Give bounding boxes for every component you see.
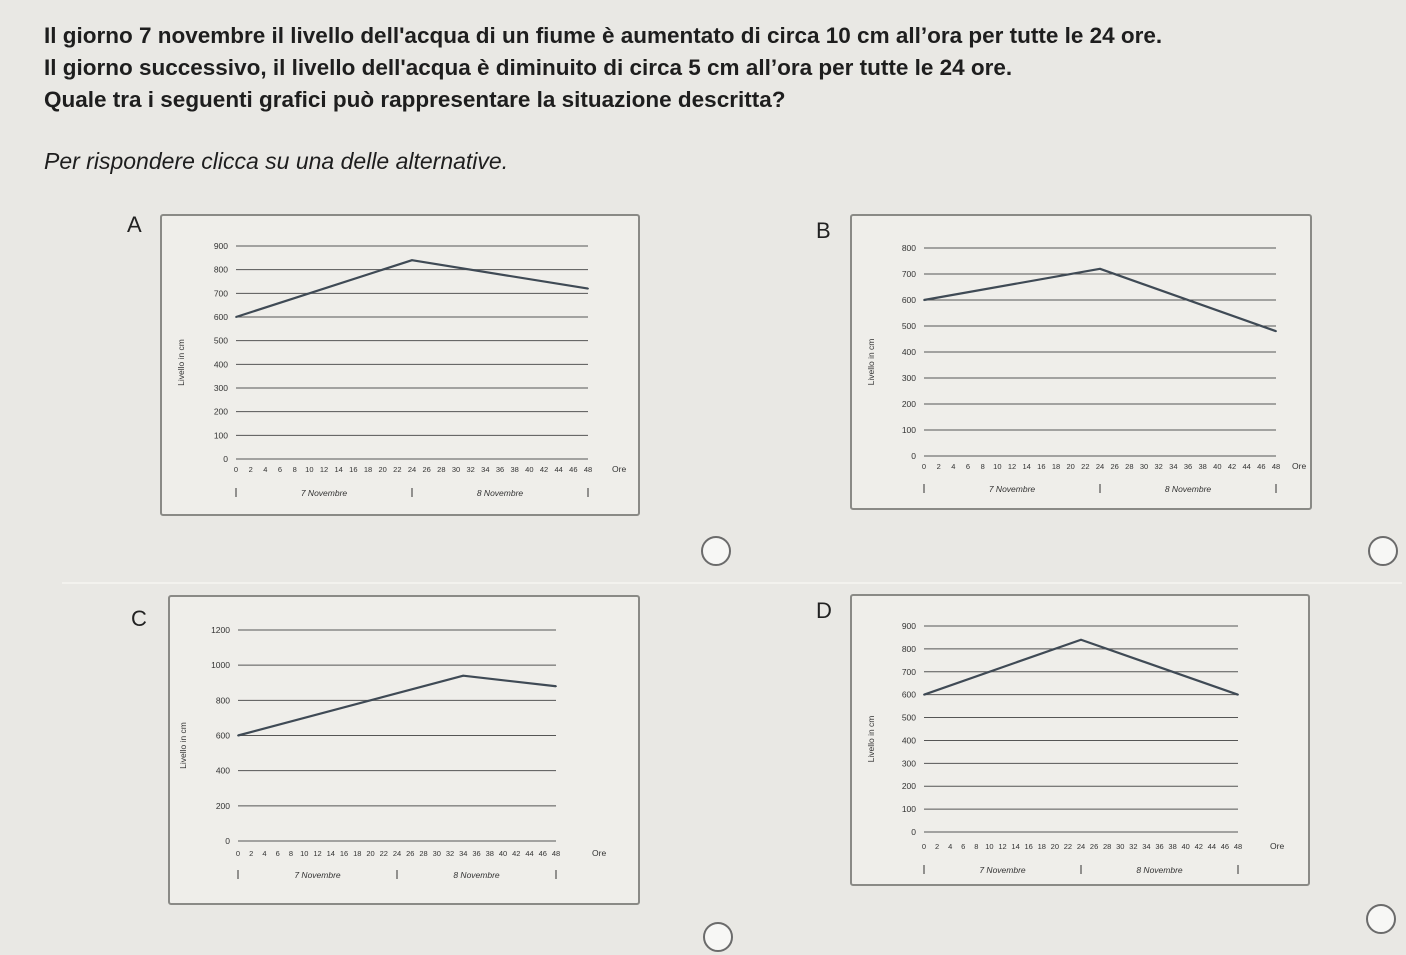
data-point xyxy=(923,694,925,696)
y-tick-label: 900 xyxy=(901,621,916,631)
y-tick-label: 400 xyxy=(213,359,228,370)
y-tick-label: 700 xyxy=(213,288,228,299)
x-tick-label: 40 xyxy=(525,465,534,474)
x-tick-label: 12 xyxy=(998,842,1007,851)
y-tick-label: 200 xyxy=(215,800,230,811)
day-label: 7 Novembre xyxy=(979,865,1026,875)
x-tick-label: 26 xyxy=(1110,462,1119,471)
x-tick-label: 20 xyxy=(1050,842,1060,851)
data-point xyxy=(1237,694,1239,696)
question-line-1: Il giorno 7 novembre il livello dell'acqua di un fiume è aumentato di circa 10 cm all’ora per tutte le 24 ore. xyxy=(44,23,1163,48)
question-line-3: Quale tra i seguenti grafici può rappresentare la situazione descritta? xyxy=(44,87,786,112)
day-label: 7 Novembre xyxy=(300,488,348,498)
x-tick-label: 38 xyxy=(1168,842,1177,851)
x-tick-label: 34 xyxy=(1142,842,1151,851)
y-tick-label: 0 xyxy=(911,451,916,461)
x-tick-label: 4 xyxy=(948,842,953,851)
x-tick-label: 12 xyxy=(313,849,322,858)
x-tick-label: 14 xyxy=(334,465,343,474)
x-tick-label: 12 xyxy=(1007,462,1017,471)
option-d-radio[interactable] xyxy=(1366,904,1396,934)
y-axis-label: Livello in cm xyxy=(176,339,186,386)
series-line xyxy=(238,676,556,736)
x-tick-label: 40 xyxy=(1181,842,1190,851)
option-b-svg xyxy=(852,216,1314,512)
x-tick-label: 30 xyxy=(432,849,441,858)
x-tick-label: 16 xyxy=(339,849,349,858)
y-tick-label: 100 xyxy=(213,430,228,441)
x-tick-label: 2 xyxy=(936,462,941,471)
option-d-letter: D xyxy=(816,598,832,623)
x-tick-label: 8 xyxy=(288,849,294,858)
y-tick-label: 600 xyxy=(901,689,916,700)
x-tick-label: 28 xyxy=(437,465,446,474)
y-tick-label: 800 xyxy=(901,243,916,253)
x-tick-label: 38 xyxy=(510,465,519,474)
y-tick-label: 800 xyxy=(901,643,916,654)
y-tick-label: 0 xyxy=(225,836,230,846)
x-tick-label: 46 xyxy=(538,849,547,858)
y-tick-label: 600 xyxy=(213,312,228,322)
y-tick-label: 0 xyxy=(911,827,916,837)
y-tick-label: 500 xyxy=(213,335,228,346)
option-c-letter: C xyxy=(131,606,147,631)
y-tick-label: 300 xyxy=(901,373,916,383)
x-tick-label: 46 xyxy=(1220,842,1230,851)
x-tick-label: 0 xyxy=(233,465,239,474)
y-axis-label: Livello in cm xyxy=(866,715,876,763)
y-tick-label: 1000 xyxy=(211,660,230,671)
x-tick-label: 36 xyxy=(1183,462,1193,471)
x-tick-label: 6 xyxy=(275,849,280,858)
y-tick-label: 700 xyxy=(901,269,916,279)
data-point xyxy=(411,259,413,261)
x-tick-label: 10 xyxy=(305,465,314,474)
day-label: 8 Novembre xyxy=(453,870,500,880)
question-text xyxy=(44,20,1394,116)
x-tick-label: 10 xyxy=(993,462,1002,471)
x-tick-label: 16 xyxy=(1037,462,1046,471)
x-tick-label: 38 xyxy=(485,849,494,858)
x-tick-label: 22 xyxy=(1063,842,1073,851)
day-label: 7 Novembre xyxy=(294,870,341,880)
x-tick-label: 14 xyxy=(1022,462,1031,471)
x-tick-label: 6 xyxy=(277,465,283,474)
y-tick-label: 900 xyxy=(213,241,228,251)
y-tick-label: 500 xyxy=(901,321,916,331)
y-tick-label: 800 xyxy=(215,695,230,706)
x-tick-label: 26 xyxy=(406,849,415,858)
x-tick-label: 16 xyxy=(349,465,358,474)
x-tick-label: 18 xyxy=(1037,842,1046,851)
x-tick-label: 28 xyxy=(419,849,428,858)
y-tick-label: 300 xyxy=(213,383,228,393)
day-label: 8 Novembre xyxy=(1136,865,1183,875)
y-tick-label: 200 xyxy=(901,781,916,792)
x-tick-label: 44 xyxy=(525,849,534,858)
x-axis-label: Ore xyxy=(592,848,607,858)
day-label: 8 Novembre xyxy=(1164,484,1212,494)
x-tick-label: 32 xyxy=(1129,842,1138,851)
x-tick-label: 40 xyxy=(498,849,508,858)
y-tick-label: 400 xyxy=(901,735,916,746)
x-tick-label: 36 xyxy=(495,465,505,474)
x-tick-label: 44 xyxy=(1242,462,1251,471)
data-point xyxy=(1275,330,1277,332)
x-tick-label: 24 xyxy=(392,849,402,858)
x-tick-label: 38 xyxy=(1198,462,1207,471)
x-tick-label: 2 xyxy=(249,849,254,858)
x-tick-label: 48 xyxy=(1233,842,1243,851)
option-c-svg xyxy=(170,597,642,907)
data-point xyxy=(555,685,557,687)
question-line-2: Il giorno successivo, il livello dell'acqua è diminuito di circa 5 cm all’ora per tutte le 24 ore. xyxy=(44,55,1013,80)
x-tick-label: 0 xyxy=(921,842,927,851)
y-tick-label: 400 xyxy=(901,347,916,357)
y-tick-label: 1200 xyxy=(211,625,230,635)
x-tick-label: 28 xyxy=(1125,462,1134,471)
day-label: 7 Novembre xyxy=(988,484,1036,494)
x-tick-label: 34 xyxy=(481,465,490,474)
x-tick-label: 22 xyxy=(1081,462,1090,471)
x-tick-label: 8 xyxy=(980,462,985,471)
series-line xyxy=(924,640,1238,695)
y-tick-label: 600 xyxy=(901,295,916,305)
y-tick-label: 100 xyxy=(901,425,916,435)
option-a-letter: A xyxy=(127,212,142,237)
x-tick-label: 18 xyxy=(1051,462,1061,471)
option-b-radio[interactable] xyxy=(1368,536,1398,566)
x-tick-label: 26 xyxy=(1089,842,1099,851)
x-tick-label: 42 xyxy=(512,849,521,858)
series-line xyxy=(236,260,588,317)
section-divider xyxy=(62,582,1402,584)
x-tick-label: 10 xyxy=(300,849,309,858)
x-tick-label: 6 xyxy=(965,462,971,471)
option-b-chart[interactable] xyxy=(850,214,1312,510)
option-a-radio[interactable] xyxy=(701,536,731,566)
data-point xyxy=(237,735,239,737)
y-tick-label: 600 xyxy=(215,730,230,741)
x-tick-label: 16 xyxy=(1024,842,1033,851)
x-tick-label: 24 xyxy=(1076,842,1086,851)
x-tick-label: 2 xyxy=(248,465,253,474)
y-tick-label: 100 xyxy=(901,804,916,815)
x-tick-label: 34 xyxy=(459,849,468,858)
x-tick-label: 26 xyxy=(422,465,431,474)
x-axis-label: Ore xyxy=(1292,461,1307,471)
x-tick-label: 20 xyxy=(1066,462,1075,471)
data-point xyxy=(1099,268,1101,270)
x-tick-label: 30 xyxy=(1139,462,1149,471)
option-d-svg xyxy=(852,596,1312,888)
y-tick-label: 500 xyxy=(901,712,916,723)
data-point xyxy=(923,299,925,301)
x-tick-label: 22 xyxy=(393,465,402,474)
option-a-svg xyxy=(162,216,642,518)
x-tick-label: 40 xyxy=(1213,462,1222,471)
x-tick-label: 12 xyxy=(319,465,329,474)
x-tick-label: 32 xyxy=(466,465,475,474)
x-tick-label: 32 xyxy=(1154,462,1163,471)
y-tick-label: 200 xyxy=(901,399,916,409)
x-tick-label: 48 xyxy=(551,849,561,858)
day-label: 8 Novembre xyxy=(476,488,524,498)
y-tick-label: 800 xyxy=(213,264,228,275)
x-tick-label: 44 xyxy=(554,465,563,474)
x-tick-label: 36 xyxy=(472,849,481,858)
y-tick-label: 300 xyxy=(901,758,916,769)
x-tick-label: 18 xyxy=(363,465,373,474)
option-d-chart[interactable] xyxy=(850,594,1310,886)
x-tick-label: 14 xyxy=(326,849,335,858)
y-axis-label: Livello in cm xyxy=(178,722,188,769)
x-tick-label: 46 xyxy=(1257,462,1266,471)
x-tick-label: 32 xyxy=(445,849,455,858)
y-tick-label: 0 xyxy=(223,454,228,464)
data-point xyxy=(1080,639,1082,641)
x-tick-label: 14 xyxy=(1011,842,1020,851)
x-axis-label: Ore xyxy=(1270,841,1285,851)
data-point xyxy=(462,675,464,677)
x-tick-label: 4 xyxy=(263,465,268,474)
x-tick-label: 0 xyxy=(921,462,927,471)
x-tick-label: 22 xyxy=(379,849,388,858)
x-tick-label: 8 xyxy=(292,465,297,474)
x-tick-label: 42 xyxy=(539,465,549,474)
x-tick-label: 4 xyxy=(951,462,956,471)
x-tick-label: 20 xyxy=(366,849,375,858)
y-tick-label: 400 xyxy=(215,765,230,776)
x-tick-label: 34 xyxy=(1169,462,1178,471)
data-point xyxy=(235,316,237,318)
option-c-radio[interactable] xyxy=(703,922,733,952)
option-a-chart[interactable] xyxy=(160,214,640,516)
x-tick-label: 6 xyxy=(961,842,966,851)
x-tick-label: 36 xyxy=(1155,842,1164,851)
x-tick-label: 30 xyxy=(1116,842,1125,851)
x-tick-label: 48 xyxy=(583,465,593,474)
x-tick-label: 0 xyxy=(235,849,241,858)
x-tick-label: 48 xyxy=(1271,462,1281,471)
option-c-chart[interactable] xyxy=(168,595,640,905)
x-tick-label: 2 xyxy=(934,842,940,851)
x-tick-label: 20 xyxy=(378,465,387,474)
x-tick-label: 46 xyxy=(569,465,578,474)
y-tick-label: 700 xyxy=(901,666,916,677)
x-tick-label: 10 xyxy=(985,842,994,851)
data-point xyxy=(587,288,589,290)
x-tick-label: 18 xyxy=(353,849,362,858)
x-axis-label: Ore xyxy=(612,464,627,474)
x-tick-label: 30 xyxy=(451,465,461,474)
x-tick-label: 42 xyxy=(1227,462,1237,471)
y-tick-label: 200 xyxy=(213,406,228,417)
y-axis-label: Livello in cm xyxy=(866,338,876,386)
x-tick-label: 24 xyxy=(407,465,417,474)
x-tick-label: 8 xyxy=(974,842,979,851)
instruction-text: Per rispondere clicca su una delle alternative. xyxy=(44,148,509,174)
x-tick-label: 4 xyxy=(262,849,267,858)
x-tick-label: 28 xyxy=(1102,842,1112,851)
option-b-letter: B xyxy=(816,218,831,243)
x-tick-label: 42 xyxy=(1194,842,1203,851)
x-tick-label: 44 xyxy=(1207,842,1217,851)
x-tick-label: 24 xyxy=(1095,462,1105,471)
